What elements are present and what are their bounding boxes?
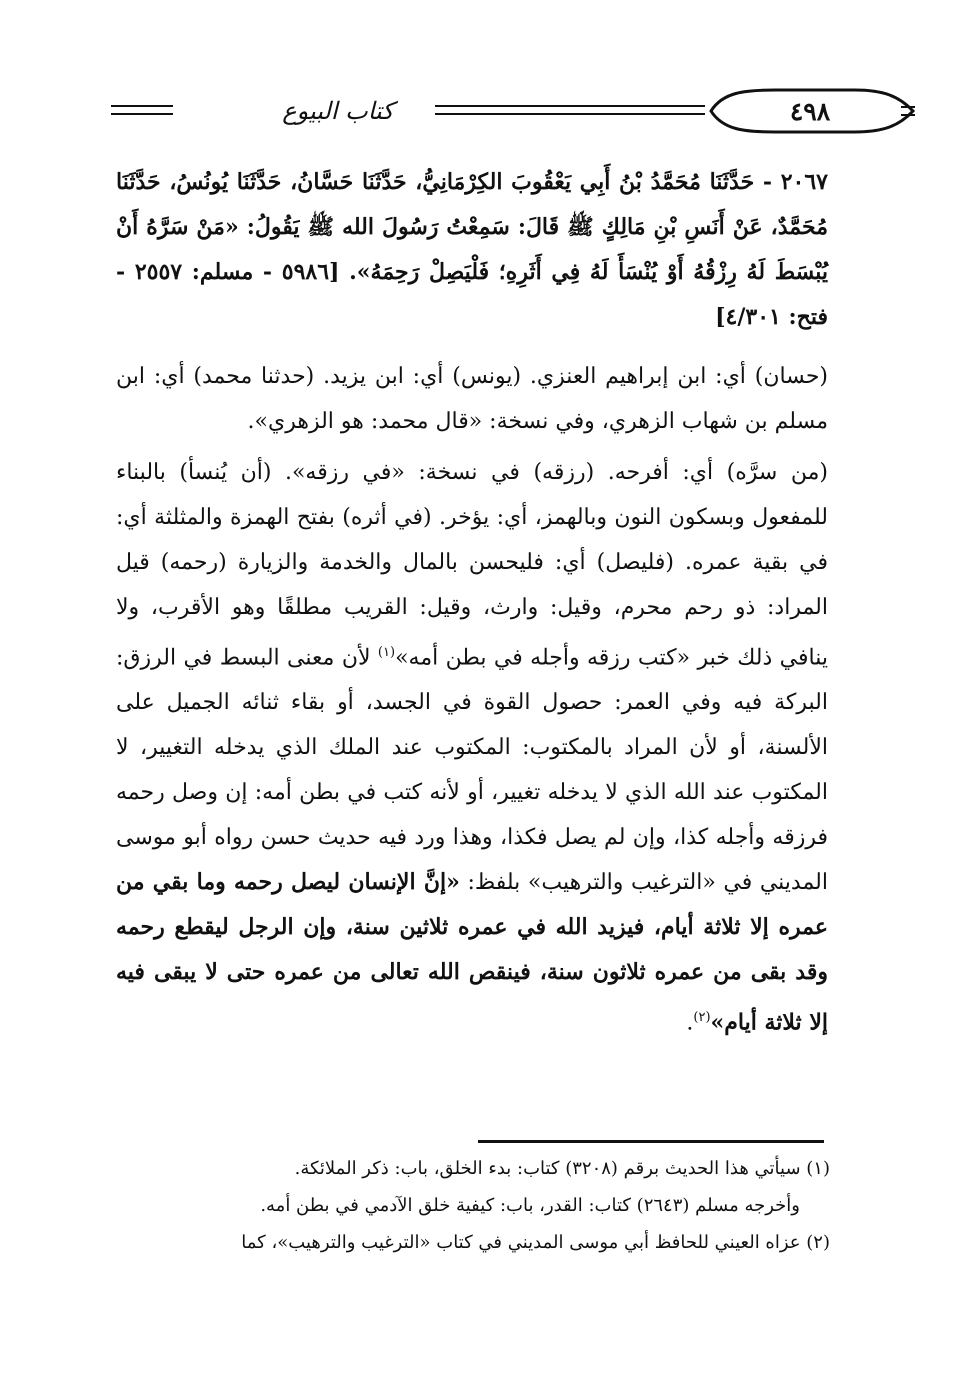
header-rule-left-bottom [111, 113, 173, 115]
header-rule-left-top [111, 105, 173, 107]
footnote-2: (٢) عزاه العيني للحافظ أبي موسى المديني في كتاب «الترغيب والترهيب»، كما [241, 1232, 830, 1253]
commentary-paragraph-2 [116, 450, 828, 1046]
header-rule-mid-top [435, 105, 705, 107]
page-header [95, 88, 835, 138]
footnote-separator [478, 1140, 824, 1143]
page-number: ٤٩٨ [789, 96, 831, 126]
main-content [116, 160, 828, 1046]
commentary-p2-end: . [686, 1010, 694, 1036]
footnote-ref-1[interactable]: (١) [377, 645, 396, 660]
footnotes [110, 1150, 830, 1261]
commentary-paragraph-1: (حسان) أي: ابن إبراهيم العنزي. (يونس) أي: ابن يزيد. (حدثنا محمد) أي: ابن مسلم بن شهاب الزهري، وفي نسخة: «قال محمد: هو الزهري». [116, 364, 828, 434]
commentary-p2-mid: لأن معنى البسط في الرزق: البركة فيه وفي العمر: حصول القوة في الجسد، أو بقاء ثنائه الجميل على الألسنة، أو لأن المراد بالمكتوب: المكتوب عند الملك الذي يدخله التغيير، لا المكتوب عند الله الذي لا يدخله تغيير، أو لأنه كتب في بطن أمه: إن وصل رحمه فرزقه وأجله كذا، وإن لم يصل فكذا، وهذا ورد فيه حديث حسن رواه أبو موسى المديني في «الترغيب والترهيب» بلفظ: [116, 645, 828, 896]
commentary-p2-start: (من سرَّه) أي: أفرحه. (رزقه) في نسخة: «في رزقه». (أن يُنسأ) بالبناء للمفعول وبسكون النون وبالهمز، أي: يؤخر. (في أثره) بفتح الهمزة والمثلثة أي: في بقية عمره. (فليصل) أي: فليحسن بالمال والخدمة والزيارة (رحمه) قيل المراد: ذو رحم محرم، وقيل: وارث، وقيل: القريب مطلقًا وهو الأقرب، ولا ينافي ذلك خبر «كتب رزقه وأجله في بطن أمه» [116, 460, 829, 671]
header-rule-mid-bottom [435, 113, 705, 115]
footnote-1-line-2: وأخرجه مسلم (٢٦٤٣) كتاب: القدر، باب: كيفية خلق الآدمي في بطن أمه. [260, 1195, 800, 1216]
footnote-1-line-1: (١) سيأتي هذا الحديث برقم (٣٢٠٨) كتاب: بدء الخلق، باب: ذكر الملائكة. [294, 1158, 830, 1179]
hadith-quote-bold: «إنَّ الإنسان ليصل رحمه وما بقي من عمره إلا ثلاثة أيام، فيزيد الله في عمره ثلاثين سنة، وإن الرجل ليقطع رحمه وقد بقى من عمره ثلاثون سنة، فينقص الله تعالى من عمره حتى لا يبقى فيه إلا ثلاثة أيام» [116, 869, 828, 1036]
page-number-badge [705, 88, 915, 134]
hadith-text: ٢٠٦٧ - حَدَّثَنَا مُحَمَّدُ بْنُ أَبِي يَعْقُوبَ الكِرْمَانِيُّ، حَدَّثَنَا حَسَّانُ، حَدَّثَنَا يُونُسُ، حَدَّثَنَا مُحَمَّدٌ، عَنْ أَنَسِ بْنِ مَالِكٍ ﷺ قَالَ: سَمِعْتُ رَسُولَ الله ﷺ يَقُولُ: «مَنْ سَرَّهُ أَنْ يُبْسَطَ لَهُ رِزْقُهُ أَوْ يُنْسَأَ لَهُ فِي أَثَرِهِ؛ فَلْيَصِلْ رَحِمَهُ». [٥٩٨٦ - مسلم: ٢٥٥٧ - فتح: ٤/٣٠١] [116, 169, 828, 330]
book-title: كتاب البيوع [282, 97, 394, 125]
footnote-ref-2[interactable]: (٢) [693, 1010, 711, 1026]
